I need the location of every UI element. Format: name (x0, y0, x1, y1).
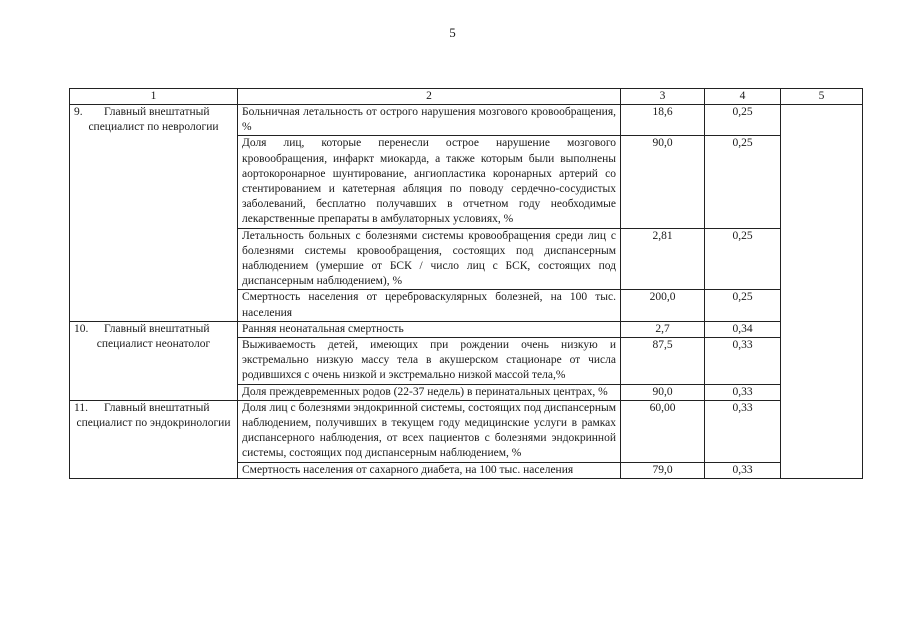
specialist-title-first: Главный внештатный (104, 322, 210, 335)
column-5-cell (781, 105, 863, 479)
target-value: 2,7 (621, 321, 705, 337)
header-col-1: 1 (70, 89, 238, 105)
specialist-title-first: Главный внештатный (104, 401, 210, 414)
header-col-4: 4 (705, 89, 781, 105)
specialist-title-rest: специалист неонатолог (96, 338, 211, 351)
indicator-text: Выживаемость детей, имеющих при рождении очень низкую и экстремально низкую массу тела в акушерском стационаре от числа родившихся с очень низкой и экстремально низкой массой тела,% (238, 338, 621, 385)
header-col-2: 2 (238, 89, 621, 105)
weight-value: 0,33 (705, 462, 781, 478)
target-value: 79,0 (621, 462, 705, 478)
weight-value: 0,34 (705, 321, 781, 337)
target-value: 90,0 (621, 384, 705, 400)
target-value: 2,81 (621, 228, 705, 290)
indicators-table (69, 88, 863, 479)
table-row (70, 321, 863, 337)
indicator-text: Доля преждевременных родов (22-37 недель) в перинатальных центрах, % (238, 384, 621, 400)
specialist-title-rest: специалист по неврологии (88, 121, 219, 134)
target-value: 87,5 (621, 338, 705, 385)
weight-value: 0,33 (705, 338, 781, 385)
header-row (70, 89, 863, 105)
indicator-text: Доля лиц с болезнями эндокринной системы, состоящих под диспансерным наблюдением, получивших в текущем году медицинские услуги в рамках диспансерного наблюдения, от всех пациентов с болезнями эндокринной системы, состоящих под диспансерным наблюдением, % (238, 400, 621, 462)
specialist-number: 10. (74, 322, 89, 335)
specialist-title-first: Главный внештатный (104, 106, 210, 118)
specialist-title-rest: специалист по эндокринологии (76, 417, 231, 430)
indicator-text: Смертность населения от сахарного диабета, на 100 тыс. населения (238, 462, 621, 478)
indicator-text: Больничная летальность от острого нарушения мозгового кровообращения, % (238, 105, 621, 136)
specialist-number: 9. (74, 106, 83, 118)
target-value: 18,6 (621, 105, 705, 136)
indicator-text: Летальность больных с болезнями системы кровообращения среди лиц с болезнями системы кровообращения, состоящих под диспансерным наблюдением (умершие от БСК / число лиц с БСК, состоящих под диспансерным наблюдением), % (238, 228, 621, 290)
target-value: 200,0 (621, 290, 705, 321)
table-row (70, 105, 863, 136)
indicator-text: Смертность населения от цереброваскулярных болезней, на 100 тыс. населения (238, 290, 621, 321)
indicator-text: Ранняя неонатальная смертность (238, 321, 621, 337)
specialist-cell (70, 400, 238, 478)
weight-value: 0,25 (705, 136, 781, 228)
table-row (70, 400, 863, 462)
specialist-number: 11. (74, 401, 88, 414)
specialist-cell (70, 321, 238, 400)
header-col-3: 3 (621, 89, 705, 105)
page-number: 5 (449, 25, 456, 40)
specialist-cell (70, 105, 238, 322)
weight-value: 0,25 (705, 290, 781, 321)
target-value: 90,0 (621, 136, 705, 228)
weight-value: 0,33 (705, 384, 781, 400)
header-col-5: 5 (781, 89, 863, 105)
target-value: 60,00 (621, 400, 705, 462)
weight-value: 0,25 (705, 105, 781, 136)
weight-value: 0,33 (705, 400, 781, 462)
weight-value: 0,25 (705, 228, 781, 290)
indicator-text: Доля лиц, которые перенесли острое нарушение мозгового кровообращения, инфаркт миокарда, а также которым были выполнены аортокоронарное шунтирование, ангиопластика коронарных артерий со стентированием и катетерная абляция по поводу сердечно-сосудистых заболеваний, бесплатно получавших в отчетном году необходимые лекарственные препараты в амбулаторных условиях, % (238, 136, 621, 228)
